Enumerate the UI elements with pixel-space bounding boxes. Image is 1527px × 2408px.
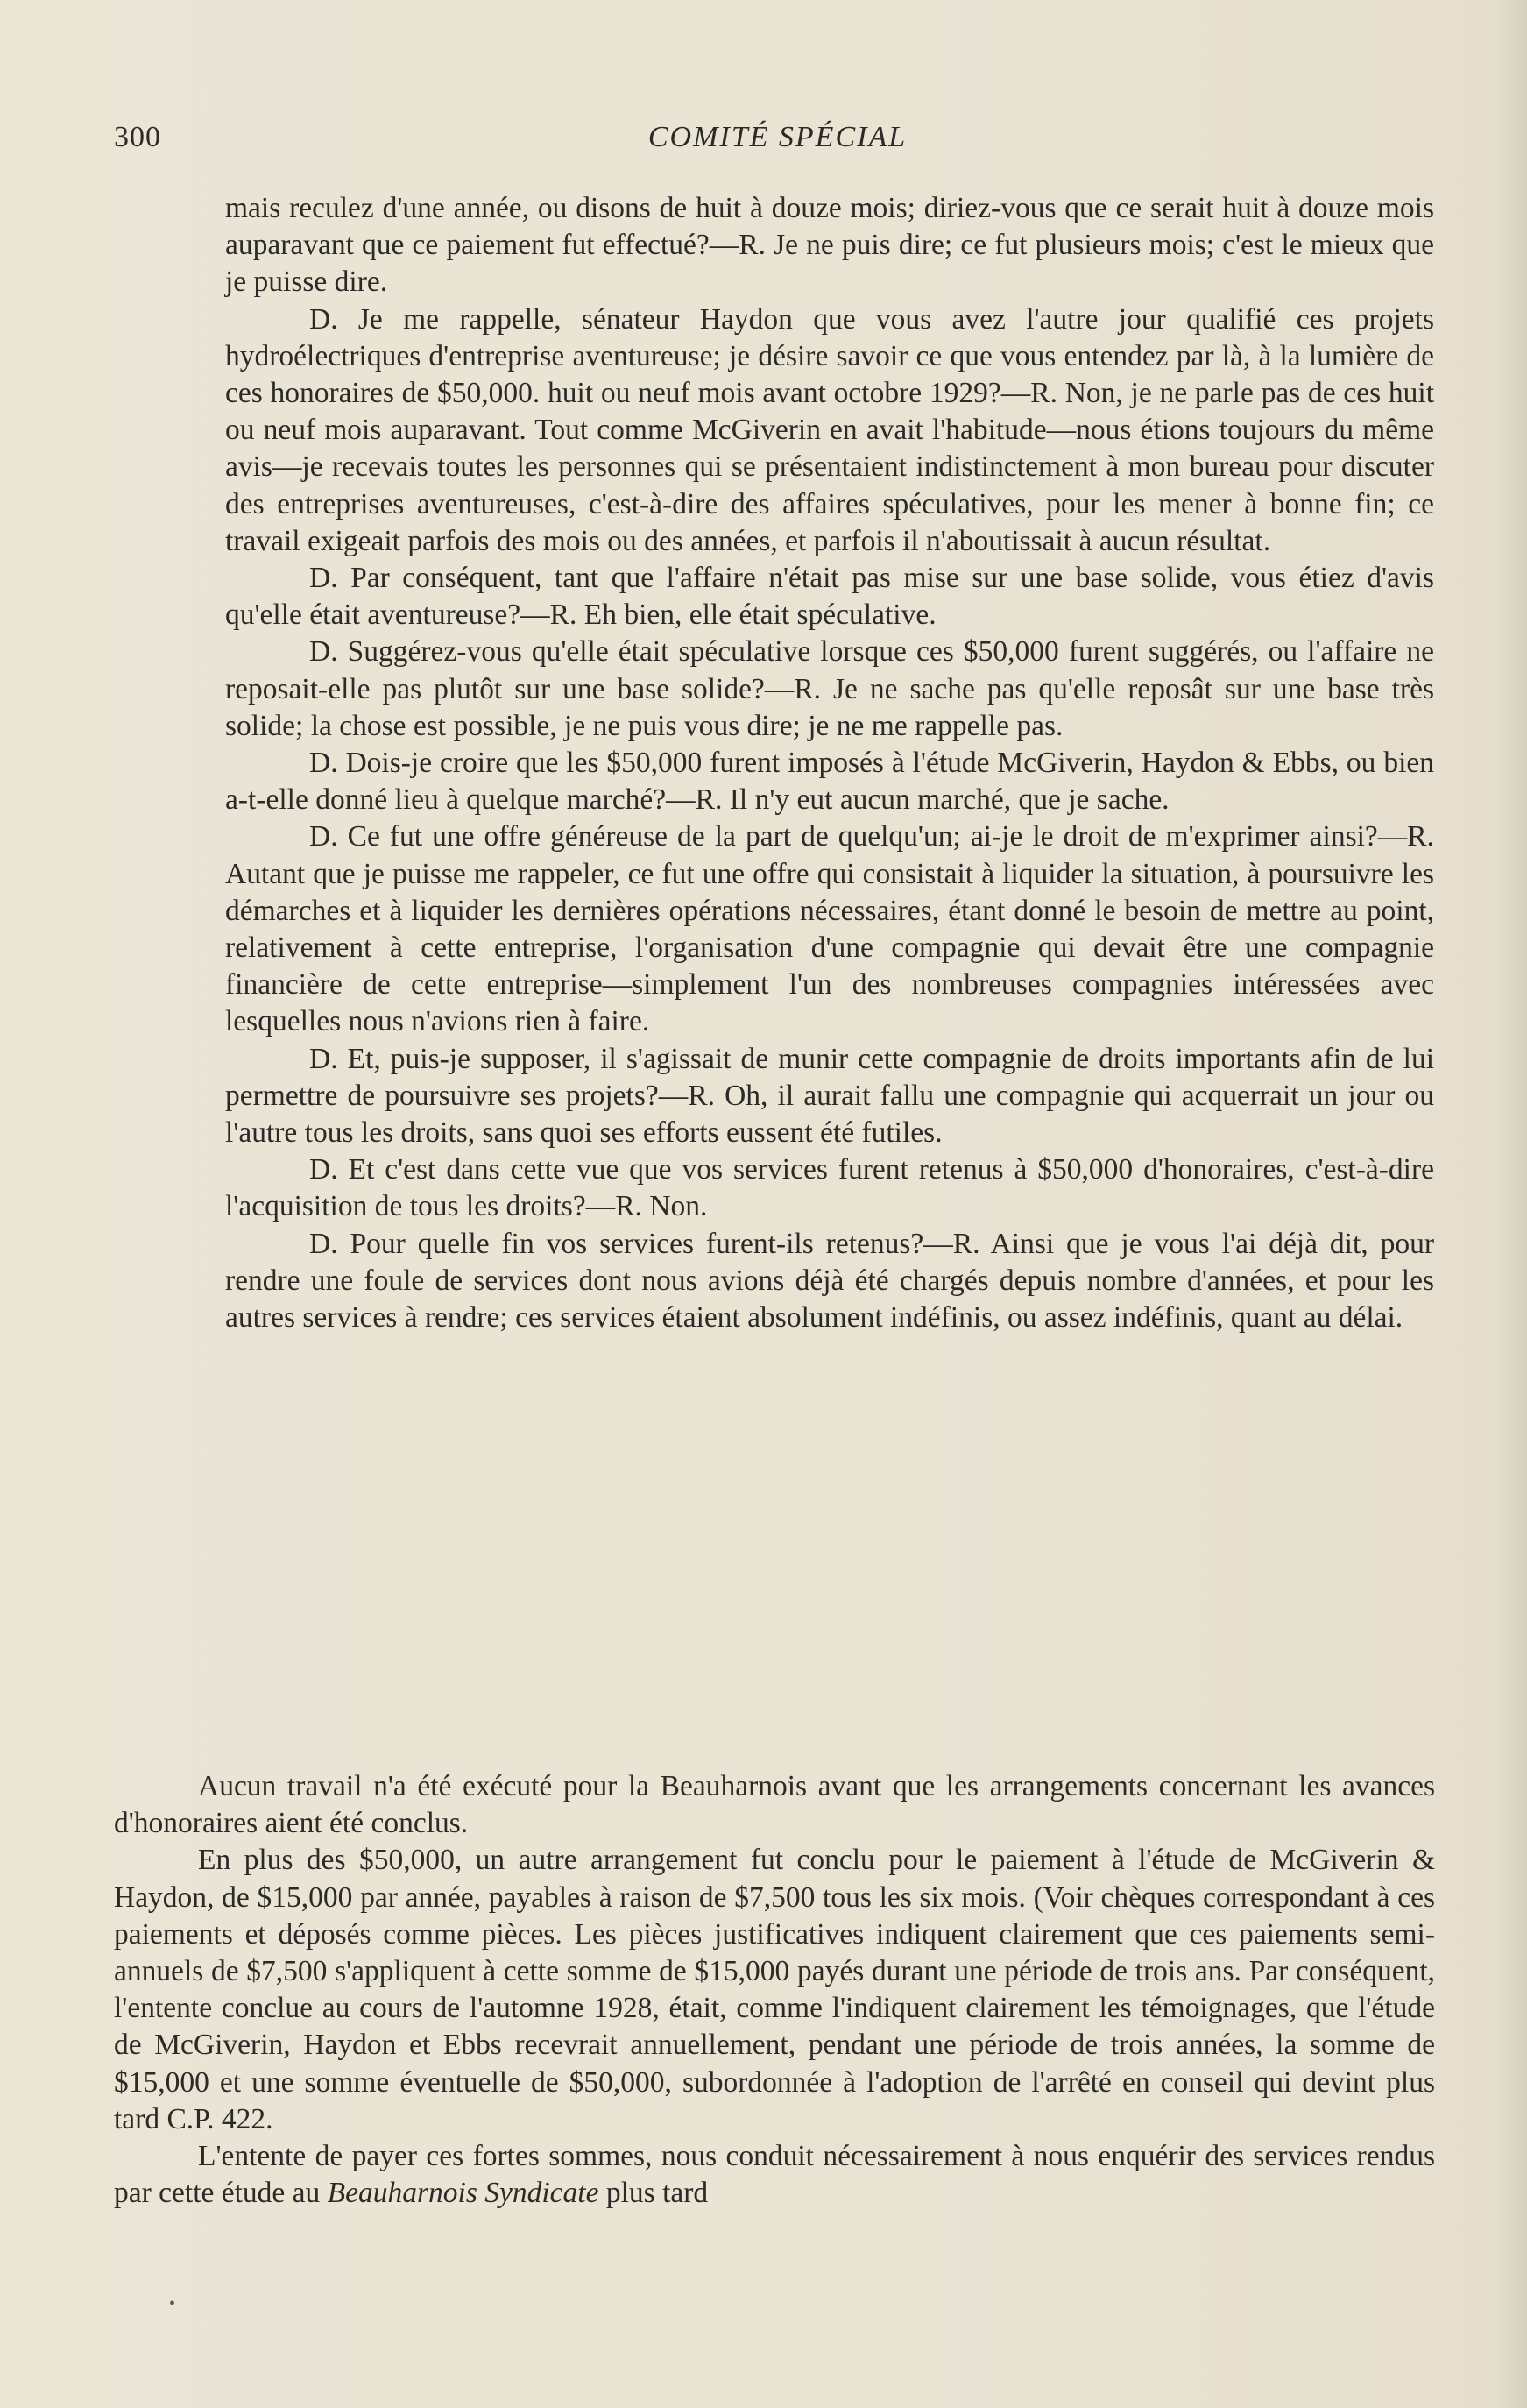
- testimony-block: [225, 190, 1434, 1336]
- testimony-paragraph: D. Dois-je croire que les $50,000 furent imposés à l'étude McGiverin, Haydon & Ebbs, ou bien a-t-elle donné lieu à quelque marché?—R. Il n'y eut aucun marché, que je sache.: [225, 747, 1434, 817]
- page-header: [114, 121, 1441, 165]
- testimony-paragraph-continued: mais reculez d'une année, ou disons de huit à douze mois; diriez-vous que ce serait huit à douze mois auparavant que ce paiement fut effectué?—R. Je ne puis dire; ce fut plusieurs mois; c'est le mieux que je puisse dire.: [225, 192, 1434, 299]
- narrative-paragraph: Aucun travail n'a été exécuté pour la Beauharnois avant que les arrangements concernant les avances d'honoraires aient été conclus.: [114, 1770, 1435, 1840]
- testimony-paragraph: D. Et c'est dans cette vue que vos services furent retenus à $50,000 d'honoraires, c'est-à-dire l'acquisition de tous les droits?—R. Non.: [225, 1153, 1434, 1223]
- testimony-paragraph: D. Par conséquent, tant que l'affaire n'était pas mise sur une base solide, vous étiez d'avis qu'elle était aventureuse?—R. Eh bien, elle était spéculative.: [225, 562, 1434, 632]
- testimony-paragraph: D. Pour quelle fin vos services furent-ils retenus?—R. Ainsi que je vous l'ai déjà dit, pour rendre une foule de services dont nous avions déjà été chargés depuis nombre d'années, et pour les autres services à rendre; ces services étaient absolument indéfinis, ou assez indéfinis, quant au délai.: [225, 1227, 1434, 1335]
- syndicate-name: Beauharnois Syndicate: [327, 2177, 599, 2210]
- stray-mark: •: [169, 2294, 176, 2313]
- running-title: COMITÉ SPÉCIAL: [647, 121, 908, 153]
- page-edge-shadow: [1492, 0, 1527, 2408]
- narrative-paragraph-last: L'entente de payer ces fortes sommes, nous conduit nécessairement à nous enquérir des services rendus par cette étude au Beauharnois Syndicate plus tard: [114, 2140, 1435, 2210]
- testimony-paragraph: D. Ce fut une offre généreuse de la part de quelqu'un; ai-je le droit de m'exprimer ainsi?—R. Autant que je puisse me rappeler, ce fut une offre qui consistait à liquider la situation, à poursuivre les démarches et à liquider les dernières opérations nécessaires, étant donné le besoin de mettre au point, relativement à cette entreprise, l'organisation d'une compagnie qui devait être une compagnie financière de cette entreprise—simplement l'un des nombreuses compagnies intéressées avec lesquelles nous n'avions rien à faire.: [225, 820, 1434, 1038]
- testimony-paragraph: D. Et, puis-je supposer, il s'agissait de munir cette compagnie de droits importants afin de lui permettre de poursuivre ses projets?—R. Oh, il aurait fallu une compagnie qui acquerrait un jour ou l'autre tous les droits, sans quoi ses efforts eussent été futiles.: [225, 1042, 1434, 1150]
- narrative-block: [114, 1768, 1435, 2212]
- testimony-paragraph: D. Je me rappelle, sénateur Haydon que vous avez l'autre jour qualifié ces projets hydroélectriques d'entreprise aventureuse; je désire savoir ce que vous entendez par là, à la lumière de ces honoraires de $50,000. huit ou neuf mois avant octobre 1929?—R. Non, je ne parle pas de ces huit ou neuf mois auparavant. Tout comme McGiverin en avait l'habitude—nous étions toujours du même avis—je recevais toutes les personnes qui se présentaient indistinctement à mon bureau pour discuter des entreprises aventureuses, c'est-à-dire des affaires spéculatives, pour les mener à bonne fin; ce travail exigeait parfois des mois ou des années, et parfois il n'aboutissait à aucun résultat.: [225, 302, 1434, 557]
- page-number: 300: [114, 121, 161, 153]
- narrative-paragraph: En plus des $50,000, un autre arrangement fut conclu pour le paiement à l'étude de McGiverin & Haydon, de $15,000 par année, payables à raison de $7,500 tous les six mois. (Voir chèques correspondant à ces paiements et déposés comme pièces. Les pièces justificatives indiquent clairement que ces paiements semi-annuels de $7,500 s'appliquent à cette somme de $15,000 payés durant une période de trois ans. Par conséquent, l'entente conclue au cours de l'automne 1928, était, comme l'indiquent clairement les témoignages, que l'étude de McGiverin, Haydon et Ebbs recevrait annuellement, pendant une période de trois années, la somme de $15,000 et une somme éventuelle de $50,000, subordonnée à l'adoption de l'arrêté en conseil qui devint plus tard C.P. 422.: [114, 1844, 1435, 2135]
- testimony-paragraph: D. Suggérez-vous qu'elle était spéculative lorsque ces $50,000 furent suggérés, ou l'affaire ne reposait-elle pas plutôt sur une base solide?—R. Je ne sache pas qu'elle reposât sur une base très solide; la chose est possible, je ne puis vous dire; je ne me rappelle pas.: [225, 635, 1434, 742]
